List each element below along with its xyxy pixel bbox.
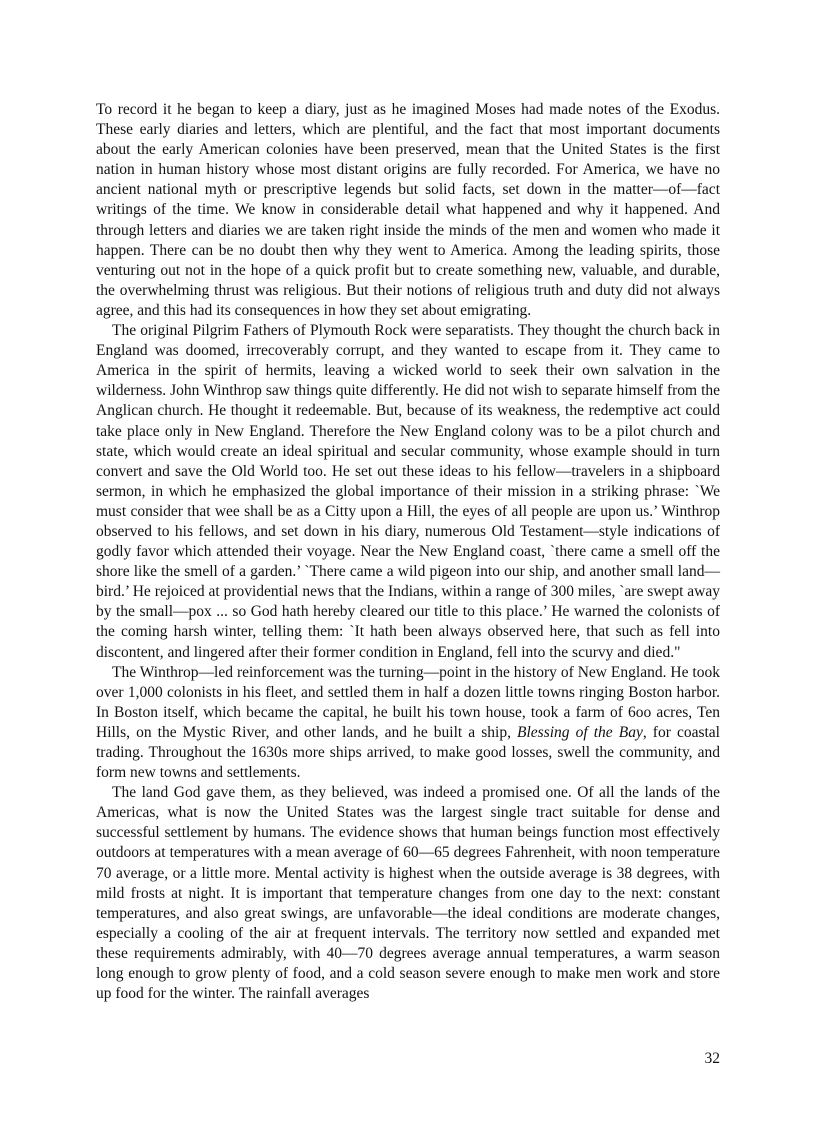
paragraph-text: To record it he began to keep a diary, just as he imagined Moses had made notes of the Exodus. These early diaries and letters, which are plentiful, and the fact that most important documents about the early American colonies have been preserved, mean that the United States is the first nation in human history whose most distant origins are fully recorded. For America, we have no ancient national myth or prescriptive legends but solid facts, set down in the matter—of—fact writings of the time. We know in considerable detail what happened and why it happened. And through letters and diaries we are taken right inside the minds of the men and women who made it happen. There can be no doubt then why they went to America. Among the leading spirits, those venturing out not in the hope of a quick profit but to create something new, valuable, and durable, the overwhelming thrust was religious. But their notions of religious truth and duty did not always agree, and this had its consequences in how they set about emigrating. [96,101,720,319]
paragraph-text: The original Pilgrim Fathers of Plymouth Rock were separatists. They thought the church back in England was doomed, irrecoverably corrupt, and they wanted to escape from it. They came to America in the spirit of hermits, leaving a wicked world to seek their own salvation in the wilderness. John Winthrop saw things quite differently. He did not wish to separate himself from the Anglican church. He thought it redeemable. But, because of its weakness, the redemptive act could take place only in New England. Therefore the New England colony was to be a pilot church and state, which would create an ideal spiritual and secular community, whose example should in turn convert and save the Old World too. He set out these ideas to his fellow—travelers in a shipboard sermon, in which he emphasized the global importance of their mission in a striking phrase: `We must consider that wee shall be as a Citty upon a Hill, the eyes of all people are upon us.’ Winthrop observed to his fellows, and set down in his diary, numerous Old Testament—style indications of godly favor which attended their voyage. Near the New England coast, `there came a smell off the shore like the smell of a garden.’ `There came a wild pigeon into our ship, and another small land—bird.’ He rejoiced at providential news that the Indians, within a range of 300 miles, `are swept away by the small—pox ... so God hath hereby cleared our title to this place.’ He warned the colonists of the coming harsh winter, telling them: `It hath been always observed here, that such as fell into discontent, and lingered after their former condition in England, fell into the scurvy and died." [96,322,720,661]
page-number: 32 [704,1050,720,1067]
paragraph-text: The Winthrop—led reinforcement was the turning—point in the history of New England. He took over 1,000 colonists in his fleet, and settled them in half a dozen little towns ringing Boston harbor. In Boston itself, which became the capital, he built his town house, took a farm of 6oo acres, Ten Hills, on the Mystic River, and other lands, and he built a ship, [96,663,720,741]
paragraph-pilgrim-fathers [96,321,720,663]
paragraph-winthrop-reinforcement [96,663,720,784]
paragraph-promised-land [96,783,720,1004]
paragraph-diaries [96,100,720,321]
ship-name-italic: Blessing of the Bay [517,723,643,741]
paragraph-text: The land God gave them, as they believed, was indeed a promised one. Of all the lands of the Americas, what is now the United States was the largest single tract suitable for dense and successful settlement by humans. The evidence shows that human beings function most effectively outdoors at temperatures with a mean average of 60—65 degrees Fahrenheit, with noon temperature 70 average, or a little more. Mental activity is highest when the outside average is 38 degrees, with mild frosts at night. It is important that temperature changes from one day to the next: constant temperatures, and also great swings, are unfavorable—the ideal conditions are moderate changes, especially a cooling of the air at frequent intervals. The territory now settled and expanded met these requirements admirably, with 40—70 degrees average annual temperatures, a warm season long enough to grow plenty of food, and a cold season severe enough to make men work and store up food for the winter. The rainfall averages [96,784,720,1003]
paragraph-text: , for coastal trading. Throughout the 1630s more ships arrived, to make good losses, swell the community, and form new towns and settlements. [96,723,720,782]
page-body [96,100,720,1003]
